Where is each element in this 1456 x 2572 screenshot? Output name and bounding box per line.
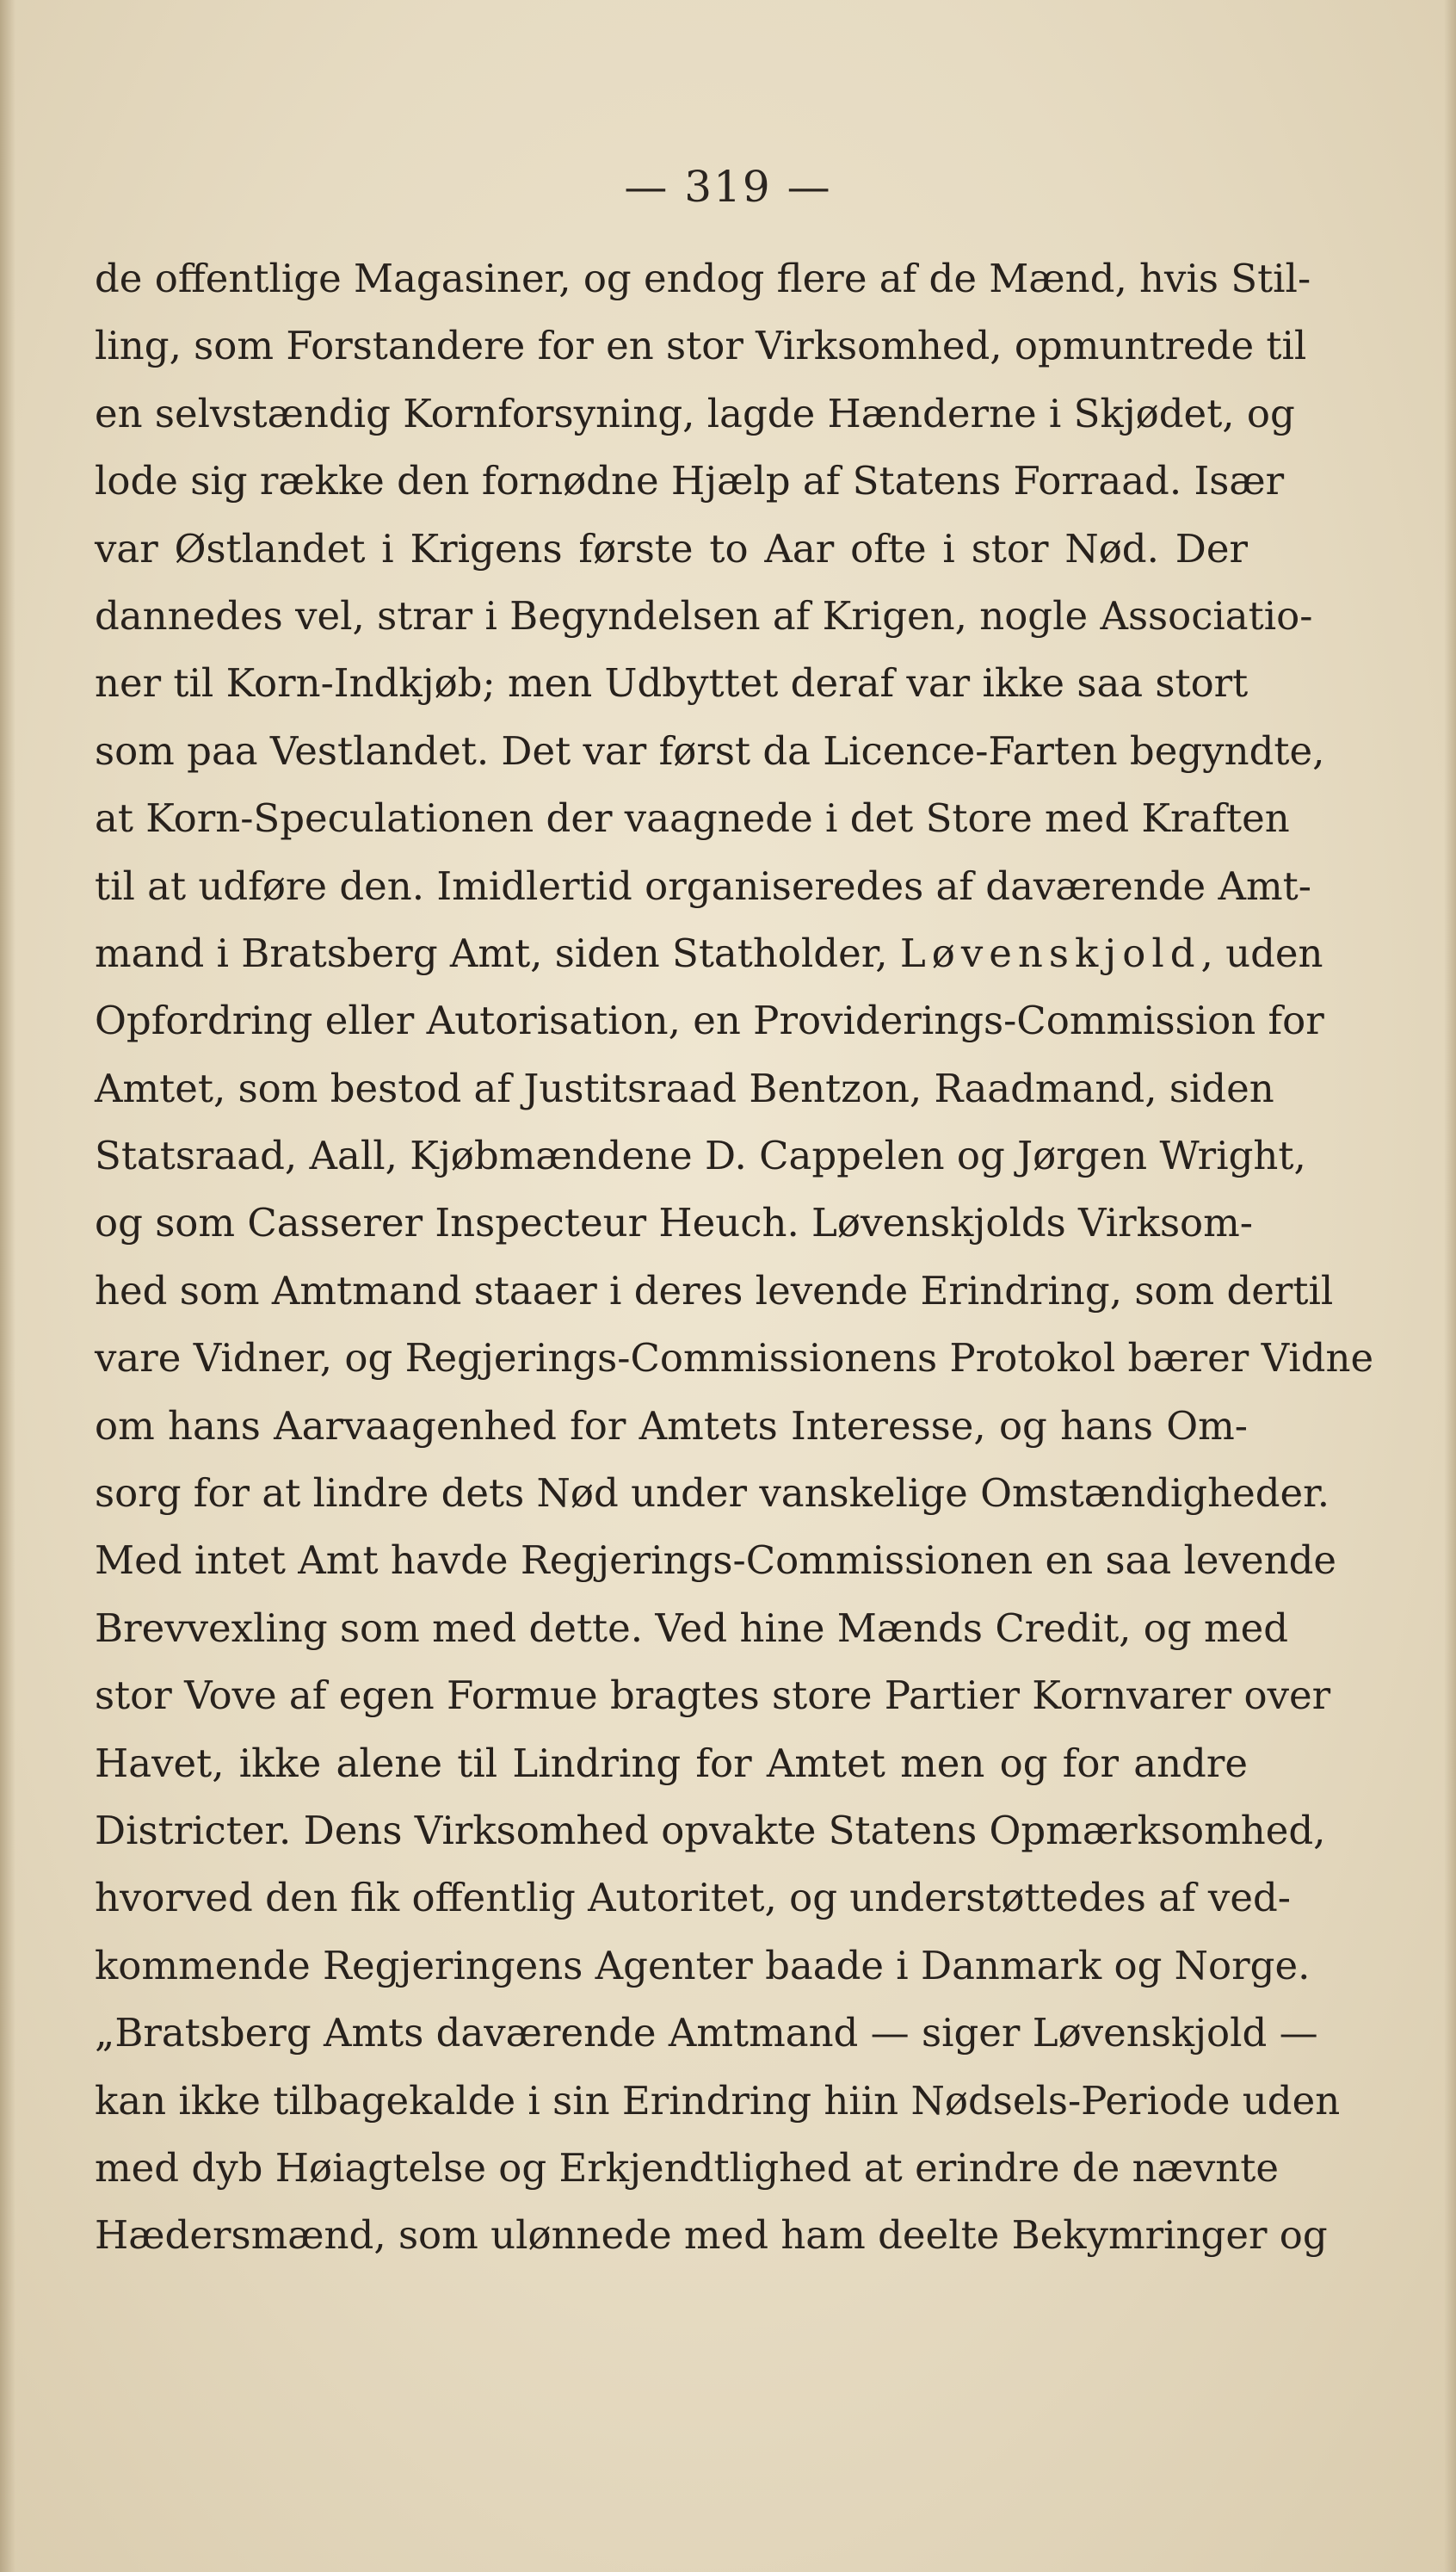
text-segment: mand i Bratsberg Amt, siden Statholder,	[95, 930, 900, 976]
text-line: „Bratsberg Amts daværende Amtmand — siger Løvenskjold —	[95, 2010, 1318, 2056]
text-line: og som Casserer Inspecteur Heuch. Løvenskjolds Virksom-	[95, 1200, 1254, 1246]
page-number-header: — 319 —	[624, 162, 832, 212]
text-line: kan ikke tilbagekalde i sin Erindring hiin Nødsels-Periode uden	[95, 2077, 1341, 2124]
text-line: sorg for at lindre dets Nød under vanskelige Omstændigheder.	[95, 1470, 1330, 1517]
text-line: lode sig række den fornødne Hjælp af Statens Forraad. Især	[95, 458, 1285, 504]
spaced-name: Løvenskjold	[899, 930, 1201, 976]
text-line: som paa Vestlandet. Det var først da Licence-Farten begyndte,	[95, 727, 1325, 774]
text-line: Med intet Amt havde Regjerings-Commissionen en saa levende	[95, 1537, 1337, 1584]
body-text	[95, 245, 1374, 2270]
text-line: vare Vidner, og Regjerings-Commissionens Protokol bærer Vidne	[95, 1335, 1374, 1382]
text-line: Statsraad, Aall, Kjøbmændene D. Cappelen og Jørgen Wright,	[95, 1133, 1306, 1179]
text-line: en selvstændig Kornforsyning, lagde Hænderne i Skjødet, og	[95, 390, 1295, 436]
text-line	[95, 920, 1323, 987]
text-line: Havet, ikke alene til Lindring for Amtet men og for andre	[95, 1740, 1248, 1786]
text-line: Districter. Dens Virksomhed opvakte Statens Opmærksomhed,	[95, 1807, 1326, 1853]
text-line: ling, som Forstandere for en stor Virksomhed, opmuntrede til	[95, 323, 1307, 369]
text-line: Hædersmænd, som ulønnede med ham deelte Bekymringer og	[95, 2212, 1328, 2259]
text-line: med dyb Høiagtelse og Erkjendtlighed at erindre de nævnte	[95, 2144, 1279, 2191]
text-segment: , uden	[1200, 930, 1323, 976]
text-line: ner til Korn-Indkjøb; men Udbyttet deraf var ikke saa stort	[95, 660, 1249, 707]
text-line: hvorved den fik offentlig Autoritet, og understøttedes af ved-	[95, 1875, 1291, 1921]
text-line: til at udføre den. Imidlertid organiseredes af daværende Amt-	[95, 862, 1311, 909]
text-line: hed som Amtmand staaer i deres levende Erindring, som dertil	[95, 1267, 1334, 1314]
text-line: de offentlige Magasiner, og endog flere af de Mænd, hvis Stil-	[95, 256, 1311, 301]
text-line: om hans Aarvaagenhed for Amtets Interesse, og hans Om-	[95, 1402, 1248, 1449]
text-line: stor Vove af egen Formue bragtes store Partier Kornvarer over	[95, 1672, 1331, 1719]
text-line: var Østlandet i Krigens første to Aar ofte i stor Nød. Der	[95, 525, 1248, 572]
text-line: Amtet, som bestod af Justitsraad Bentzon, Raadmand, siden	[95, 1065, 1274, 1111]
text-line: at Korn-Speculationen der vaagnede i det Store med Kraften	[95, 795, 1290, 842]
text-line: Opfordring eller Autorisation, en Providerings-Commission for	[95, 998, 1324, 1044]
text-line: kommende Regjeringens Agenter baade i Danmark og Norge.	[95, 1942, 1311, 1988]
text-line: Brevvexling som med dette. Ved hine Mænds Credit, og med	[95, 1604, 1289, 1651]
text-line: dannedes vel, strar i Begyndelsen af Krigen, nogle Associatio-	[95, 592, 1313, 639]
